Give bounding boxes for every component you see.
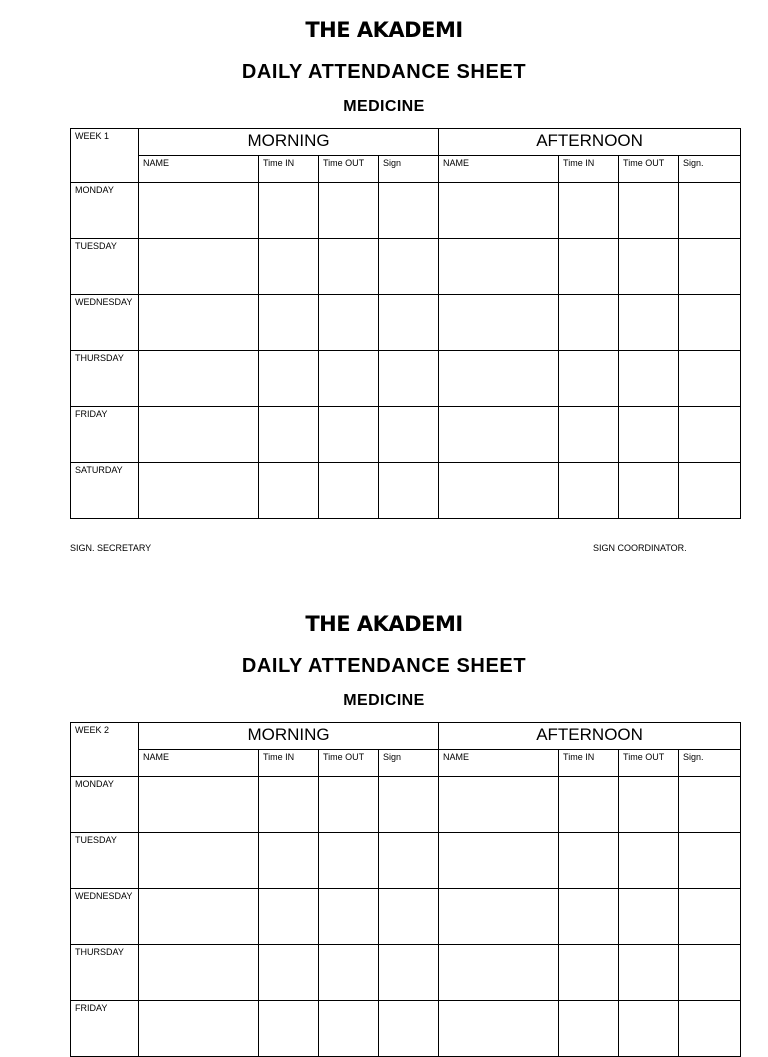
entry-cell[interactable]: [139, 239, 259, 295]
entry-cell[interactable]: [559, 833, 619, 889]
entry-cell[interactable]: [379, 407, 439, 463]
entry-cell[interactable]: [619, 351, 679, 407]
col-name-afternoon: NAME: [443, 752, 470, 762]
entry-cell[interactable]: [379, 295, 439, 351]
entry-cell[interactable]: [259, 351, 319, 407]
col-name-morning: NAME: [143, 158, 170, 168]
entry-cell[interactable]: [559, 183, 619, 239]
col-time-out-morning: Time OUT: [323, 752, 365, 762]
table-row: [71, 351, 741, 407]
entry-cell[interactable]: [439, 295, 559, 351]
entry-cell[interactable]: [139, 1001, 259, 1057]
day-cell: [71, 183, 139, 239]
entry-cell[interactable]: [319, 777, 379, 833]
entry-cell[interactable]: [619, 945, 679, 1001]
day-cell: [71, 295, 139, 351]
entry-cell[interactable]: [439, 183, 559, 239]
week-label-cell: [71, 723, 139, 777]
entry-cell[interactable]: [259, 239, 319, 295]
entry-cell[interactable]: [679, 463, 741, 519]
entry-cell[interactable]: [259, 833, 319, 889]
entry-cell[interactable]: [259, 295, 319, 351]
day-label: MONDAY: [75, 779, 114, 789]
entry-cell[interactable]: [139, 777, 259, 833]
entry-cell[interactable]: [379, 889, 439, 945]
day-label: THURSDAY: [75, 353, 124, 363]
afternoon-header: AFTERNOON: [536, 131, 643, 150]
day-cell: [71, 889, 139, 945]
col-header: [259, 750, 319, 777]
entry-cell[interactable]: [319, 183, 379, 239]
col-sign-morning: Sign: [383, 752, 402, 762]
entry-cell[interactable]: [259, 777, 319, 833]
entry-cell[interactable]: [619, 777, 679, 833]
col-header: [679, 156, 741, 183]
entry-cell[interactable]: [259, 1001, 319, 1057]
entry-cell[interactable]: [439, 945, 559, 1001]
entry-cell[interactable]: [559, 777, 619, 833]
col-header: [679, 750, 741, 777]
department-title: MEDICINE: [343, 692, 425, 709]
day-cell: [71, 407, 139, 463]
entry-cell[interactable]: [439, 833, 559, 889]
col-time-in-morning: Time IN: [263, 158, 295, 168]
entry-cell[interactable]: [559, 407, 619, 463]
morning-header-cell: [139, 129, 439, 156]
entry-cell[interactable]: [379, 1001, 439, 1057]
day-label: WEDNESDAY: [75, 297, 133, 307]
day-cell: [71, 833, 139, 889]
entry-cell[interactable]: [679, 777, 741, 833]
col-header: [259, 156, 319, 183]
entry-cell[interactable]: [319, 889, 379, 945]
col-header: [619, 750, 679, 777]
entry-cell[interactable]: [619, 239, 679, 295]
entry-cell[interactable]: [319, 1001, 379, 1057]
day-label: TUESDAY: [75, 241, 117, 251]
day-cell: [71, 463, 139, 519]
table-row: [71, 1001, 741, 1057]
entry-cell[interactable]: [559, 239, 619, 295]
entry-cell[interactable]: [379, 833, 439, 889]
table-row: [71, 407, 741, 463]
col-header: [379, 750, 439, 777]
entry-cell[interactable]: [679, 407, 741, 463]
entry-cell[interactable]: [439, 463, 559, 519]
col-header: [439, 156, 559, 183]
entry-cell[interactable]: [319, 945, 379, 1001]
morning-header: MORNING: [247, 725, 330, 744]
sheet-title: DAILY ATTENDANCE SHEET: [241, 61, 527, 83]
week-label-cell: [71, 129, 139, 183]
day-label: MONDAY: [75, 185, 114, 195]
col-sign-morning: Sign: [383, 158, 402, 168]
col-time-out-afternoon: Time OUT: [623, 752, 665, 762]
entry-cell[interactable]: [619, 295, 679, 351]
entry-cell[interactable]: [679, 351, 741, 407]
table-row: [71, 889, 741, 945]
table-row: [71, 295, 741, 351]
entry-cell[interactable]: [619, 833, 679, 889]
entry-cell[interactable]: [259, 463, 319, 519]
entry-cell[interactable]: [259, 183, 319, 239]
entry-cell[interactable]: [139, 351, 259, 407]
col-name-afternoon: NAME: [443, 158, 470, 168]
col-header: [319, 750, 379, 777]
entry-cell[interactable]: [379, 183, 439, 239]
entry-cell[interactable]: [679, 295, 741, 351]
entry-cell[interactable]: [259, 889, 319, 945]
entry-cell[interactable]: [619, 463, 679, 519]
col-time-in-morning: Time IN: [263, 752, 295, 762]
col-time-in-afternoon: Time IN: [563, 752, 595, 762]
entry-cell[interactable]: [559, 945, 619, 1001]
entry-cell[interactable]: [559, 463, 619, 519]
entry-cell[interactable]: [619, 889, 679, 945]
sheet-title: DAILY ATTENDANCE SHEET: [241, 655, 527, 677]
col-header: [139, 750, 259, 777]
entry-cell[interactable]: [319, 239, 379, 295]
org-title: THE AKADEMI: [305, 18, 463, 42]
col-header: [379, 156, 439, 183]
entry-cell[interactable]: [619, 183, 679, 239]
entry-cell[interactable]: [679, 889, 741, 945]
entry-cell[interactable]: [439, 1001, 559, 1057]
attendance-table: [70, 722, 741, 1057]
afternoon-header: AFTERNOON: [536, 725, 643, 744]
col-header: [619, 156, 679, 183]
day-label: TUESDAY: [75, 835, 117, 845]
entry-cell[interactable]: [439, 777, 559, 833]
entry-cell[interactable]: [679, 183, 741, 239]
entry-cell[interactable]: [139, 833, 259, 889]
col-time-in-afternoon: Time IN: [563, 158, 595, 168]
entry-cell[interactable]: [559, 351, 619, 407]
entry-cell[interactable]: [379, 351, 439, 407]
entry-cell[interactable]: [379, 463, 439, 519]
entry-cell[interactable]: [259, 407, 319, 463]
col-header: [559, 156, 619, 183]
entry-cell[interactable]: [259, 945, 319, 1001]
table-row: [71, 183, 741, 239]
entry-cell[interactable]: [139, 463, 259, 519]
entry-cell[interactable]: [379, 777, 439, 833]
entry-cell[interactable]: [559, 1001, 619, 1057]
department-title: MEDICINE: [343, 98, 425, 115]
table-row: [71, 945, 741, 1001]
afternoon-header-cell: [439, 723, 741, 750]
day-cell: [71, 239, 139, 295]
entry-cell[interactable]: [139, 945, 259, 1001]
morning-header: MORNING: [247, 131, 330, 150]
table-row: [71, 777, 741, 833]
col-header: [139, 156, 259, 183]
day-cell: [71, 1001, 139, 1057]
entry-cell[interactable]: [679, 833, 741, 889]
day-cell: [71, 351, 139, 407]
entry-cell[interactable]: [559, 295, 619, 351]
col-time-out-afternoon: Time OUT: [623, 158, 665, 168]
entry-cell[interactable]: [139, 295, 259, 351]
entry-cell[interactable]: [319, 351, 379, 407]
entry-cell[interactable]: [439, 351, 559, 407]
col-header: [319, 156, 379, 183]
col-header: [559, 750, 619, 777]
morning-header-cell: [139, 723, 439, 750]
day-cell: [71, 777, 139, 833]
col-time-out-morning: Time OUT: [323, 158, 365, 168]
entry-cell[interactable]: [379, 945, 439, 1001]
day-label: FRIDAY: [75, 409, 108, 419]
attendance-table: [70, 128, 741, 519]
col-name-morning: NAME: [143, 752, 170, 762]
entry-cell[interactable]: [319, 407, 379, 463]
entry-cell[interactable]: [319, 295, 379, 351]
entry-cell[interactable]: [439, 889, 559, 945]
entry-cell[interactable]: [139, 183, 259, 239]
entry-cell[interactable]: [559, 889, 619, 945]
week-label: WEEK 1: [75, 131, 110, 141]
day-label: SATURDAY: [75, 465, 123, 475]
entry-cell[interactable]: [619, 407, 679, 463]
col-sign-afternoon: Sign.: [683, 158, 704, 168]
entry-cell[interactable]: [619, 1001, 679, 1057]
week-label: WEEK 2: [75, 725, 110, 735]
entry-cell[interactable]: [139, 889, 259, 945]
entry-cell[interactable]: [139, 407, 259, 463]
entry-cell[interactable]: [319, 463, 379, 519]
day-cell: [71, 945, 139, 1001]
entry-cell[interactable]: [679, 239, 741, 295]
entry-cell[interactable]: [679, 945, 741, 1001]
entry-cell[interactable]: [439, 239, 559, 295]
table-row: [71, 463, 741, 519]
entry-cell[interactable]: [379, 239, 439, 295]
day-label: FRIDAY: [75, 1003, 108, 1013]
coordinator-signature-label: SIGN COORDINATOR.: [593, 543, 687, 553]
col-header: [439, 750, 559, 777]
day-label: WEDNESDAY: [75, 891, 133, 901]
day-label: THURSDAY: [75, 947, 124, 957]
afternoon-header-cell: [439, 129, 741, 156]
secretary-signature-label: SIGN. SECRETARY: [70, 543, 152, 553]
entry-cell[interactable]: [319, 833, 379, 889]
table-row: [71, 833, 741, 889]
col-sign-afternoon: Sign.: [683, 752, 704, 762]
table-row: [71, 239, 741, 295]
entry-cell[interactable]: [439, 407, 559, 463]
entry-cell[interactable]: [679, 1001, 741, 1057]
org-title: THE AKADEMI: [305, 612, 463, 636]
